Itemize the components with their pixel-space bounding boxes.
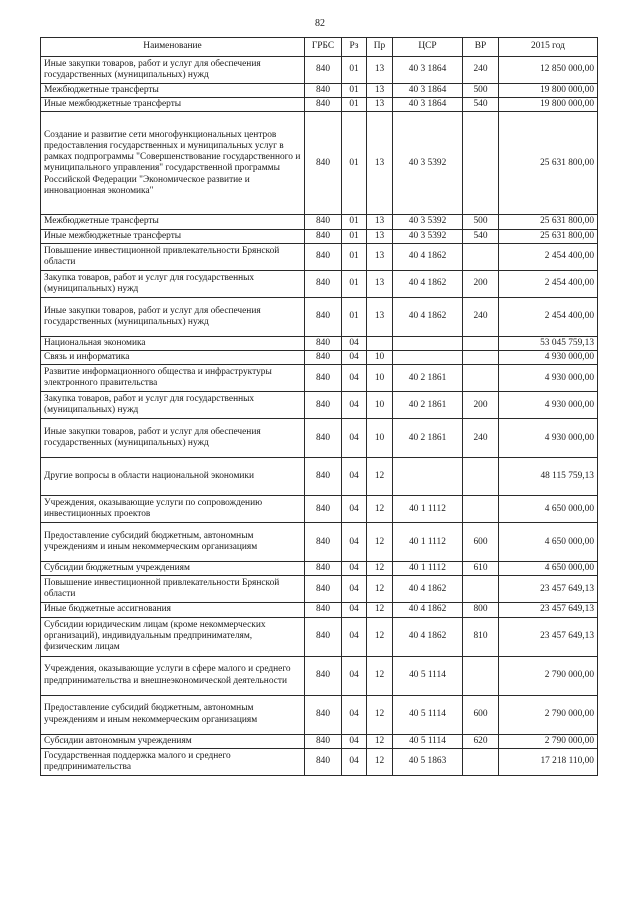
cell-vr (463, 496, 499, 523)
cell-pr: 12 (367, 458, 393, 496)
cell-pr: 10 (367, 365, 393, 392)
table-row (41, 215, 598, 229)
cell-name: Предоставление субсидий бюджетным, автономным учреждениям и иным некоммерческим организациям (41, 695, 305, 734)
cell-vr: 800 (463, 603, 499, 617)
cell-rz: 04 (342, 351, 367, 365)
cell-vr (463, 243, 499, 270)
cell-amount: 19 800 000,00 (499, 84, 598, 98)
cell-rz: 01 (342, 57, 367, 84)
cell-amount: 17 218 110,00 (499, 748, 598, 775)
cell-csr: 40 1 1112 (393, 523, 463, 562)
cell-vr (463, 576, 499, 603)
table-row (41, 576, 598, 603)
cell-csr: 40 3 1864 (393, 84, 463, 98)
cell-name: Иные межбюджетные трансферты (41, 98, 305, 112)
table-row (41, 617, 598, 656)
table-header-row (41, 38, 598, 57)
cell-name: Связь и информатика (41, 351, 305, 365)
cell-csr: 40 3 1864 (393, 98, 463, 112)
cell-csr: 40 2 1861 (393, 365, 463, 392)
cell-vr (463, 112, 499, 215)
table-row (41, 419, 598, 458)
cell-amount: 19 800 000,00 (499, 98, 598, 112)
cell-vr: 200 (463, 392, 499, 419)
cell-pr: 13 (367, 297, 393, 336)
cell-grbs: 840 (305, 98, 342, 112)
cell-vr: 600 (463, 695, 499, 734)
cell-pr: 12 (367, 695, 393, 734)
cell-pr: 12 (367, 562, 393, 576)
cell-name: Предоставление субсидий бюджетным, автономным учреждениям и иным некоммерческим организациям (41, 523, 305, 562)
cell-rz: 01 (342, 297, 367, 336)
cell-csr: 40 4 1862 (393, 243, 463, 270)
table-row (41, 229, 598, 243)
cell-grbs: 840 (305, 656, 342, 695)
cell-vr (463, 748, 499, 775)
cell-csr: 40 5 1114 (393, 734, 463, 748)
cell-vr: 620 (463, 734, 499, 748)
cell-csr (393, 458, 463, 496)
cell-grbs: 840 (305, 112, 342, 215)
cell-amount: 23 457 649,13 (499, 617, 598, 656)
cell-name: Развитие информационного общества и инфраструктуры электронного правительства (41, 365, 305, 392)
cell-name: Субсидии автономным учреждениям (41, 734, 305, 748)
cell-pr: 13 (367, 215, 393, 229)
cell-amount: 4 930 000,00 (499, 351, 598, 365)
cell-rz: 01 (342, 84, 367, 98)
cell-grbs: 840 (305, 523, 342, 562)
cell-amount: 4 650 000,00 (499, 496, 598, 523)
table-row (41, 243, 598, 270)
cell-grbs: 840 (305, 695, 342, 734)
cell-vr: 610 (463, 562, 499, 576)
cell-grbs: 840 (305, 458, 342, 496)
cell-name: Другие вопросы в области национальной экономики (41, 458, 305, 496)
cell-amount: 2 454 400,00 (499, 297, 598, 336)
cell-grbs: 840 (305, 84, 342, 98)
table-row (41, 392, 598, 419)
cell-rz: 04 (342, 656, 367, 695)
cell-pr: 10 (367, 392, 393, 419)
table-row (41, 603, 598, 617)
cell-rz: 04 (342, 748, 367, 775)
table-row (41, 748, 598, 775)
cell-csr: 40 1 1112 (393, 496, 463, 523)
header-amount: 2015 год (499, 38, 598, 57)
cell-name: Учреждения, оказывающие услуги по сопровождению инвестиционных проектов (41, 496, 305, 523)
cell-rz: 04 (342, 562, 367, 576)
cell-csr: 40 3 5392 (393, 112, 463, 215)
cell-name: Учреждения, оказывающие услуги в сфере малого и среднего предпринимательства и внешнеэкономической деятельности (41, 656, 305, 695)
cell-name: Повышение инвестиционной привлекательности Брянской области (41, 576, 305, 603)
header-name: Наименование (41, 38, 305, 57)
cell-pr: 12 (367, 748, 393, 775)
cell-name: Повышение инвестиционной привлекательности Брянской области (41, 243, 305, 270)
header-grbs: ГРБС (305, 38, 342, 57)
cell-grbs: 840 (305, 243, 342, 270)
cell-pr: 12 (367, 523, 393, 562)
cell-csr: 40 4 1862 (393, 603, 463, 617)
cell-grbs: 840 (305, 576, 342, 603)
cell-rz: 04 (342, 458, 367, 496)
cell-csr: 40 3 5392 (393, 215, 463, 229)
table-row (41, 562, 598, 576)
cell-name: Иные закупки товаров, работ и услуг для обеспечения государственных (муниципальных) нужд (41, 57, 305, 84)
cell-pr: 13 (367, 243, 393, 270)
cell-grbs: 840 (305, 215, 342, 229)
cell-rz: 04 (342, 496, 367, 523)
cell-csr: 40 4 1862 (393, 297, 463, 336)
cell-grbs: 840 (305, 57, 342, 84)
cell-rz: 01 (342, 215, 367, 229)
cell-csr: 40 4 1862 (393, 270, 463, 297)
cell-amount: 23 457 649,13 (499, 576, 598, 603)
cell-rz: 04 (342, 695, 367, 734)
table-row (41, 297, 598, 336)
cell-amount: 4 650 000,00 (499, 523, 598, 562)
cell-csr (393, 351, 463, 365)
cell-csr: 40 1 1112 (393, 562, 463, 576)
cell-amount: 25 631 800,00 (499, 112, 598, 215)
cell-amount: 25 631 800,00 (499, 215, 598, 229)
cell-grbs: 840 (305, 392, 342, 419)
cell-rz: 04 (342, 365, 367, 392)
cell-rz: 04 (342, 419, 367, 458)
cell-amount: 53 045 759,13 (499, 336, 598, 350)
table-row (41, 458, 598, 496)
table-row (41, 523, 598, 562)
table-row (41, 336, 598, 350)
cell-name: Закупка товаров, работ и услуг для государственных (муниципальных) нужд (41, 270, 305, 297)
cell-name: Субсидии юридическим лицам (кроме некоммерческих организаций), индивидуальным предпринимателям, физическим лицам (41, 617, 305, 656)
cell-pr: 13 (367, 98, 393, 112)
cell-csr (393, 336, 463, 350)
cell-name: Иные бюджетные ассигнования (41, 603, 305, 617)
cell-rz: 04 (342, 523, 367, 562)
budget-table (40, 37, 598, 776)
cell-pr: 13 (367, 112, 393, 215)
cell-grbs: 840 (305, 748, 342, 775)
cell-amount: 25 631 800,00 (499, 229, 598, 243)
cell-grbs: 840 (305, 603, 342, 617)
cell-amount: 4 650 000,00 (499, 562, 598, 576)
cell-grbs: 840 (305, 351, 342, 365)
cell-pr: 13 (367, 229, 393, 243)
cell-amount: 48 115 759,13 (499, 458, 598, 496)
cell-name: Создание и развитие сети многофункциональных центров предоставления государственных и муниципальных услуг в рамках подпрограммы "Совершенствование государственного и муниципального управления" государственной программы Российской Федерации "Экономическое развитие и инновационная экономика" (41, 112, 305, 215)
cell-name: Иные межбюджетные трансферты (41, 229, 305, 243)
cell-pr: 13 (367, 57, 393, 84)
table-row (41, 270, 598, 297)
cell-vr: 240 (463, 57, 499, 84)
cell-csr: 40 4 1862 (393, 576, 463, 603)
cell-rz: 01 (342, 229, 367, 243)
table-row (41, 496, 598, 523)
cell-pr: 10 (367, 419, 393, 458)
cell-grbs: 840 (305, 562, 342, 576)
table-row (41, 84, 598, 98)
cell-vr (463, 458, 499, 496)
cell-pr (367, 336, 393, 350)
cell-grbs: 840 (305, 419, 342, 458)
cell-rz: 04 (342, 734, 367, 748)
cell-csr: 40 5 1863 (393, 748, 463, 775)
cell-pr: 12 (367, 656, 393, 695)
cell-pr: 12 (367, 734, 393, 748)
cell-name: Национальная экономика (41, 336, 305, 350)
cell-pr: 12 (367, 496, 393, 523)
table-row (41, 656, 598, 695)
page-number: 82 (315, 18, 325, 29)
cell-amount: 2 790 000,00 (499, 656, 598, 695)
cell-rz: 01 (342, 98, 367, 112)
cell-vr: 200 (463, 270, 499, 297)
table-row (41, 695, 598, 734)
cell-pr: 12 (367, 603, 393, 617)
cell-vr (463, 336, 499, 350)
cell-pr: 12 (367, 617, 393, 656)
cell-vr: 500 (463, 84, 499, 98)
cell-name: Иные закупки товаров, работ и услуг для обеспечения государственных (муниципальных) нужд (41, 297, 305, 336)
cell-grbs: 840 (305, 617, 342, 656)
cell-vr: 240 (463, 297, 499, 336)
cell-rz: 04 (342, 617, 367, 656)
cell-pr: 10 (367, 351, 393, 365)
cell-pr: 12 (367, 576, 393, 603)
table-row (41, 98, 598, 112)
cell-rz: 04 (342, 576, 367, 603)
cell-grbs: 840 (305, 336, 342, 350)
cell-grbs: 840 (305, 270, 342, 297)
cell-amount: 2 454 400,00 (499, 270, 598, 297)
header-vr: ВР (463, 38, 499, 57)
cell-rz: 01 (342, 243, 367, 270)
cell-vr: 600 (463, 523, 499, 562)
header-pr: Пр (367, 38, 393, 57)
cell-amount: 12 850 000,00 (499, 57, 598, 84)
cell-amount: 4 930 000,00 (499, 392, 598, 419)
cell-name: Межбюджетные трансферты (41, 84, 305, 98)
cell-pr: 13 (367, 270, 393, 297)
cell-vr (463, 351, 499, 365)
cell-rz: 01 (342, 270, 367, 297)
cell-name: Субсидии бюджетным учреждениям (41, 562, 305, 576)
cell-grbs: 840 (305, 365, 342, 392)
table-row (41, 734, 598, 748)
cell-grbs: 840 (305, 734, 342, 748)
cell-csr: 40 5 1114 (393, 656, 463, 695)
cell-vr (463, 365, 499, 392)
table-row (41, 112, 598, 215)
cell-vr: 540 (463, 98, 499, 112)
cell-vr: 540 (463, 229, 499, 243)
header-csr: ЦСР (393, 38, 463, 57)
table-row (41, 365, 598, 392)
cell-amount: 2 454 400,00 (499, 243, 598, 270)
cell-grbs: 840 (305, 229, 342, 243)
cell-vr (463, 656, 499, 695)
cell-rz: 04 (342, 603, 367, 617)
cell-grbs: 840 (305, 496, 342, 523)
header-rz: Рз (342, 38, 367, 57)
cell-amount: 4 930 000,00 (499, 419, 598, 458)
cell-amount: 2 790 000,00 (499, 695, 598, 734)
cell-rz: 04 (342, 336, 367, 350)
cell-csr: 40 5 1114 (393, 695, 463, 734)
cell-pr: 13 (367, 84, 393, 98)
cell-amount: 2 790 000,00 (499, 734, 598, 748)
cell-amount: 23 457 649,13 (499, 603, 598, 617)
cell-rz: 01 (342, 112, 367, 215)
cell-csr: 40 3 1864 (393, 57, 463, 84)
cell-csr: 40 3 5392 (393, 229, 463, 243)
cell-name: Иные закупки товаров, работ и услуг для обеспечения государственных (муниципальных) нужд (41, 419, 305, 458)
cell-name: Межбюджетные трансферты (41, 215, 305, 229)
cell-grbs: 840 (305, 297, 342, 336)
table-row (41, 351, 598, 365)
cell-vr: 240 (463, 419, 499, 458)
cell-vr: 810 (463, 617, 499, 656)
cell-csr: 40 4 1862 (393, 617, 463, 656)
cell-vr: 500 (463, 215, 499, 229)
cell-csr: 40 2 1861 (393, 419, 463, 458)
cell-amount: 4 930 000,00 (499, 365, 598, 392)
cell-name: Закупка товаров, работ и услуг для государственных (муниципальных) нужд (41, 392, 305, 419)
cell-csr: 40 2 1861 (393, 392, 463, 419)
table-row (41, 57, 598, 84)
cell-rz: 04 (342, 392, 367, 419)
cell-name: Государственная поддержка малого и среднего предпринимательства (41, 748, 305, 775)
